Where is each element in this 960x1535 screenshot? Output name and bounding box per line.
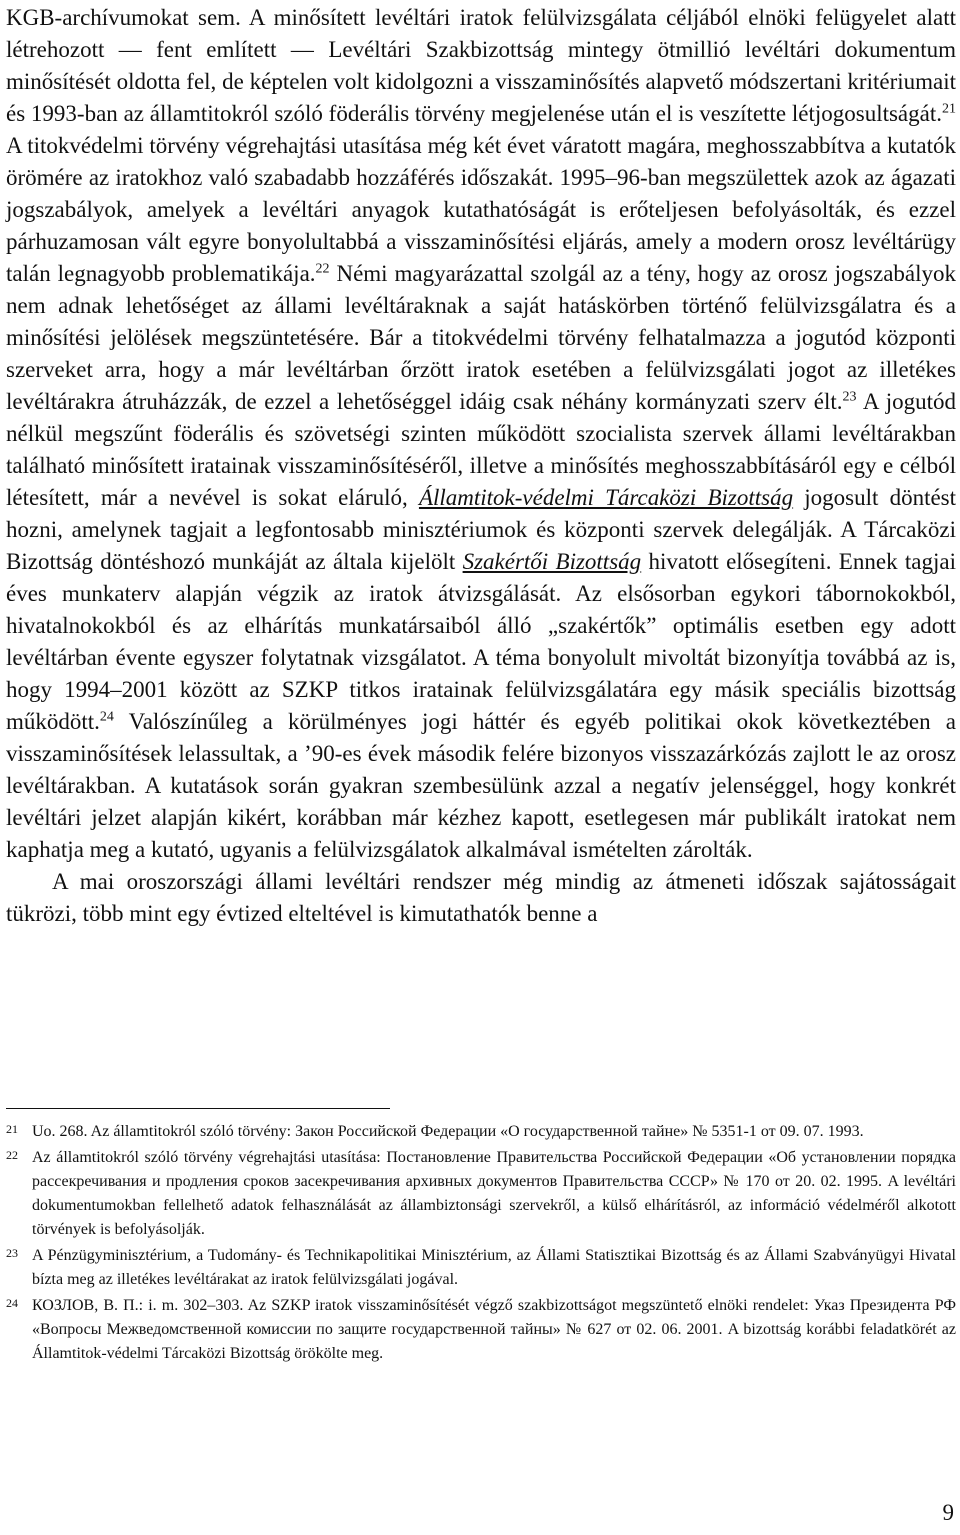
footnote-ref-24: 24 [99,709,114,725]
paragraph-2: A mai oroszországi állami levéltári rendszer még mindig az átmeneti időszak sajátosságait tükrözi, több mint egy évtized elteltével is kimutathatók benne a [6,869,956,926]
footnote [6,1244,956,1292]
footnote-text: Az államtitokról szóló törvény végrehajtási utasítása: Постановление Правительства Российской Федерации «Об установлении порядка рассекречивания и продления сроков засекречивания архивных документов Правительства СССР» № 170 от 20. 02. 1995. A levéltári dokumentumokban fellelhető adatok felhasználását az állambiztonsági szervekről, a külső elhárításról, az információ védelméről alkotott törvények is befolyásolják. [32,1149,956,1238]
italic-committee-name: Államtitok-védelmi Tárcaközi Bizottság [418,485,794,510]
footnote-number: 24 [6,1296,18,1310]
footnote-ref-22: 22 [315,261,330,277]
text-run: A titokvédelmi törvény végrehajtási utasítása még két évet váratott magára, meghosszabbítva a kutatók örömére az iratokhoz való szabadabb hozzáférés időszakát. 1995–96-ban megszülettek azok az ágazati jogszabályok, amelyek a levéltári anyagok kutathatóságát is erőteljesen befolyásolták, és ezzel párhuzamosan vált egyre bonyolultabbá a visszaminősítési eljárás, amely a modern orosz levéltárügy talán legnagyobb problematikája. [6,133,956,286]
text-run: Némi magyarázattal szolgál az a tény, hogy az orosz jogszabályok nem adnak lehetőséget az állami levéltáraknak a saját hatáskörben történő felülvizsgálatra és a minősítési jelölések megszüntetésére. Bár a titokvédelmi törvény felhatalmazza a jogutód központi szerveket arra, hogy a már levéltárban őrzött iratok esetében a felülvizsgálati jogot az illetékes levéltárakra átruházzák, de ezzel a lehetőséggel idáig csak néhány kormányzati szerv élt. [6,261,957,414]
footnote-ref-23: 23 [842,389,857,405]
footnote-divider [6,1108,390,1109]
footnote [6,1120,956,1144]
text-run: A jogutód nélkül megszűnt föderális és szövetségi szinten működött szocialista szervek állami levéltárakban található minősített iratainak visszaminősítéséről, illetve a minősítés meghosszabbításáról egy e célból létesített, már a nevével is sokat eláruló, [6,389,957,510]
footnote-number: 21 [6,1122,18,1136]
footnote [6,1146,956,1242]
text-run: hivatott elősegíteni. Ennek tagjai éves munkaterv alapján végzik az iratok átvizsgálását. Az elsősorban egykori tábornokokból, hivatalnokokból és az elhárítás munkatársaiból álló „szakértők” optimális esetben egy adott levéltárban évente egyszer folytatnak vizsgálatot. A téma bonyolult mivoltát bizonyítja továbbá az is, hogy 1994–2001 között az SZKP titkos iratainak felülvizsgálatára egy másik speciális bizottság működött. [6,549,956,734]
footnote-text: Uo. 268. Az államtitokról szóló törvény: Закон Российской Федерации «О государственной тайне» № 5351-1 от 09. 07. 1993. [32,1123,864,1140]
paragraph-1 [6,2,956,866]
footnote-number: 22 [6,1148,18,1162]
footnote-number: 23 [6,1246,18,1260]
text-run: jogosult döntést hozni, amelynek tagjait a legfontosabb minisztériumok és központi szervek delegálják. A Tárcaközi Bizottság döntéshozó munkáját az általa kijelölt [6,485,957,574]
footnote-ref-21: 21 [942,101,956,117]
page-number: 9 [942,1500,954,1525]
footnote-text: A Pénzügyminisztérium, a Tudomány- és Technikapolitikai Minisztérium, az Állami Statisztikai Bizottság és az Állami Szabványügyi Hivatal bízta meg az illetékes levéltárakat az iratok felülvizsgálati jogával. [32,1247,956,1288]
italic-expert-committee: Szakértői Bizottság [462,549,642,574]
text-run: KGB-archívumokat sem. A minősített levéltári iratok felülvizsgálata céljából elnöki felügyelet alatt létrehozott — fent említett — Levéltári Szakbizottság mintegy ötmillió levéltári dokumentum minősítését oldotta fel, de képtelen volt kidolgozni a visszaminősítés alapvető módszertani kritériumait és 1993-ban az államtitokról szóló föderális törvény megjelenése után el is veszítette létjogosultságát. [6,5,956,126]
text-run: Valószínűleg a körülményes jogi háttér és egyéb politikai okok következtében a visszaminősítések lelassultak, a ’90-es évek második felére bizonyos visszazárkózás zajlott le az orosz levéltárakban. A kutatások során gyakran szembesülünk azzal a negatív jelenséggel, hogy konkrét levéltári jelzet alapján kikért, korábban már kézhez kapott, esetlegesen már publikált iratokat nem kaphatja meg a kutató, ugyanis a felülvizsgálatok alkalmával ismételten zárolták. [6,709,956,862]
footnotes [6,1120,956,1368]
footnote-text: КОЗЛОВ, В. П.: i. m. 302–303. Az SZKP iratok visszaminősítését végző szakbizottságot megszüntető elnöki rendelet: Указ Президента РФ «Вопросы Межведомственной комиссии по защите государственной тайны» № 627 от 02. 06. 2001. A bizottság korábbi feladatkörét az Államtitok-védelmi Tárcaközi Bizottság örökölte meg. [32,1297,956,1362]
body-text [6,2,956,930]
footnote [6,1294,956,1366]
